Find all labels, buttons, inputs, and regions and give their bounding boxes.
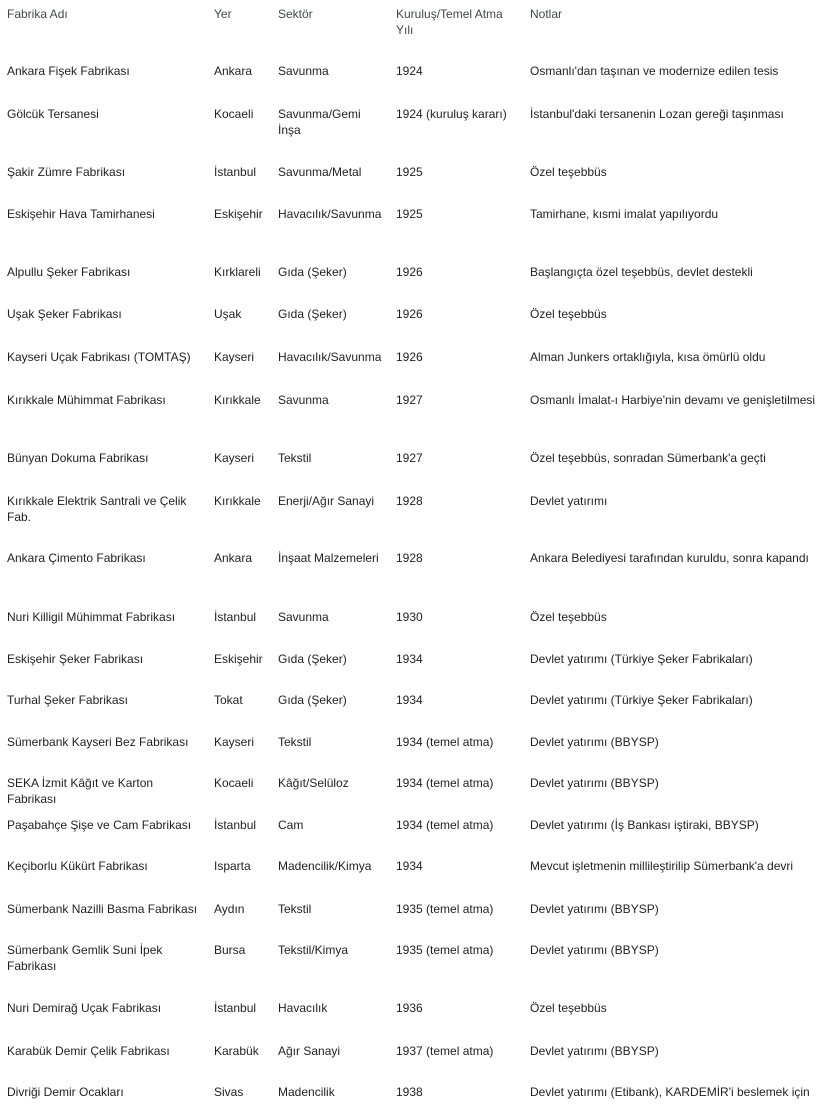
year-cell: 1930 [396, 610, 423, 624]
notes-cell: Başlangıçta özel teşebbüs, devlet destekli [530, 265, 753, 279]
year-cell: 1926 [396, 265, 423, 279]
notes-cell: Özel teşebbüs [530, 307, 607, 321]
sector-cell: Gıda (Şeker) [278, 265, 347, 279]
year-cell: 1924 (kuruluş kararı) [396, 107, 507, 121]
notes-cell: Devlet yatırımı (BBYSP) [530, 902, 659, 916]
location-cell: Eskişehir [214, 207, 263, 221]
year-cell: 1934 (temel atma) [396, 735, 494, 749]
notes-cell: Devlet yatırımı (Etibank), KARDEMİR'i beslemek için [530, 1085, 810, 1099]
notes-cell: Osmanlı'dan taşınan ve modernize edilen tesis [530, 64, 779, 78]
year-cell: 1937 (temel atma) [396, 1044, 494, 1058]
notes-cell: Osmanlı İmalat-ı Harbiye'nin devamı ve genişletilmesi [530, 393, 816, 407]
factory-name-cell: Bünyan Dokuma Fabrikası [7, 451, 149, 465]
factory-name-cell: Eskişehir Hava Tamirhanesi [7, 207, 155, 221]
year-cell: 1934 (temel atma) [396, 776, 494, 790]
notes-cell: İstanbul'daki tersanenin Lozan gereği taşınması [530, 107, 784, 121]
notes-cell: Devlet yatırımı (BBYSP) [530, 1044, 659, 1058]
location-cell: Tokat [214, 693, 243, 707]
sector-cell: Cam [278, 818, 304, 832]
sector-cell: Savunma/Metal [278, 165, 362, 179]
notes-cell: Mevcut işletmenin millileştirilip Sümerbank'a devri [530, 859, 794, 873]
notes-cell: Tamirhane, kısmi imalat yapılıyordu [530, 207, 719, 221]
location-cell: Karabük [214, 1044, 259, 1058]
factory-name-cell: Ankara Fişek Fabrikası [7, 64, 130, 78]
year-cell: 1927 [396, 451, 423, 465]
year-cell: 1938 [396, 1085, 423, 1099]
year-cell: 1934 [396, 652, 423, 666]
sector-cell: Madencilik/Kimya [278, 859, 372, 873]
factory-name-cell: Sümerbank Gemlik Suni İpek Fabrikası [7, 943, 163, 973]
location-cell: Kayseri [214, 451, 255, 465]
factory-name-cell: Paşabahçe Şişe ve Cam Fabrikası [7, 818, 192, 832]
year-cell: 1928 [396, 551, 423, 565]
sector-cell: Enerji/Ağır Sanayi [278, 494, 375, 508]
factory-name-cell: Karabük Demir Çelik Fabrikası [7, 1044, 170, 1058]
location-cell: Ankara [214, 64, 253, 78]
factory-name-cell: Eskişehir Şeker Fabrikası [7, 652, 144, 666]
factory-name-cell: Kırıkkale Elektrik Santrali ve Çelik Fab. [7, 494, 187, 524]
sector-cell: Gıda (Şeker) [278, 307, 347, 321]
factory-name-cell: Kayseri Uçak Fabrikası (TOMTAŞ) [7, 350, 191, 364]
sector-cell: Tekstil [278, 451, 312, 465]
year-cell: 1926 [396, 307, 423, 321]
factory-name-cell: Uşak Şeker Fabrikası [7, 307, 122, 321]
factory-name-cell: Gölcük Tersanesi [7, 107, 99, 121]
sector-cell: Havacılık/Savunma [278, 207, 382, 221]
notes-cell: Ankara Belediyesi tarafından kuruldu, sonra kapandı [530, 551, 809, 565]
year-cell: 1926 [396, 350, 423, 364]
location-cell: İstanbul [214, 165, 257, 179]
sector-cell: Kâğıt/Selüloz [278, 776, 349, 790]
sector-cell: Madencilik [278, 1085, 335, 1099]
sector-cell: Savunma [278, 610, 329, 624]
notes-cell: Özel teşebbüs, sonradan Sümerbank'a geçti [530, 451, 766, 465]
location-cell: Aydın [214, 902, 245, 916]
year-cell: 1924 [396, 64, 423, 78]
sector-cell: Savunma/Gemi İnşa [278, 107, 361, 137]
location-cell: Isparta [214, 859, 251, 873]
location-cell: Kocaeli [214, 107, 254, 121]
factory-name-cell: Keçiborlu Kükürt Fabrikası [7, 859, 148, 873]
sector-cell: Havacılık [278, 1001, 328, 1015]
notes-cell: Özel teşebbüs [530, 610, 607, 624]
factory-name-cell: Nuri Demirağ Uçak Fabrikası [7, 1001, 162, 1015]
location-cell: İstanbul [214, 1001, 257, 1015]
factory-name-cell: Sümerbank Kayseri Bez Fabrikası [7, 735, 189, 749]
sector-cell: İnşaat Malzemeleri [278, 551, 379, 565]
notes-cell: Özel teşebbüs [530, 165, 607, 179]
notes-cell: Devlet yatırımı [530, 494, 608, 508]
notes-cell: Devlet yatırımı (BBYSP) [530, 735, 659, 749]
factory-name-cell: Kırıkkale Mühimmat Fabrikası [7, 393, 166, 407]
location-cell: Kırıkkale [214, 494, 261, 508]
year-cell: 1925 [396, 165, 423, 179]
factory-name-cell: Ankara Çimento Fabrikası [7, 551, 146, 565]
header-factory-name: Fabrika Adı [7, 7, 68, 21]
year-cell: 1928 [396, 494, 423, 508]
sector-cell: Tekstil [278, 735, 312, 749]
notes-cell: Devlet yatırımı (BBYSP) [530, 943, 659, 957]
header-year: Kuruluş/Temel Atma Yılı [396, 7, 503, 37]
header-notes: Notlar [530, 7, 563, 21]
location-cell: Sivas [214, 1085, 244, 1099]
year-cell: 1935 (temel atma) [396, 943, 494, 957]
location-cell: Kocaeli [214, 776, 254, 790]
header-sector: Sektör [278, 7, 313, 21]
year-cell: 1925 [396, 207, 423, 221]
factory-name-cell: SEKA İzmit Kâğıt ve Karton Fabrikası [7, 776, 154, 806]
notes-cell: Özel teşebbüs [530, 1001, 607, 1015]
location-cell: İstanbul [214, 610, 257, 624]
sector-cell: Tekstil/Kimya [278, 943, 349, 957]
year-cell: 1934 (temel atma) [396, 818, 494, 832]
factory-name-cell: Alpullu Şeker Fabrikası [7, 265, 131, 279]
location-cell: Eskişehir [214, 652, 263, 666]
location-cell: Kayseri [214, 350, 255, 364]
header-location: Yer [214, 7, 232, 21]
year-cell: 1934 [396, 859, 423, 873]
sector-cell: Gıda (Şeker) [278, 652, 347, 666]
notes-cell: Devlet yatırımı (İş Bankası iştiraki, BBYSP) [530, 818, 759, 832]
sector-cell: Tekstil [278, 902, 312, 916]
location-cell: Bursa [214, 943, 246, 957]
location-cell: Kayseri [214, 735, 255, 749]
location-cell: Uşak [214, 307, 242, 321]
year-cell: 1935 (temel atma) [396, 902, 494, 916]
year-cell: 1934 [396, 693, 423, 707]
sector-cell: Havacılık/Savunma [278, 350, 382, 364]
factory-name-cell: Nuri Killigil Mühimmat Fabrikası [7, 610, 176, 624]
factory-name-cell: Divriği Demir Ocakları [7, 1085, 124, 1099]
notes-cell: Devlet yatırımı (Türkiye Şeker Fabrikaları) [530, 693, 753, 707]
location-cell: Kırıkkale [214, 393, 261, 407]
notes-cell: Alman Junkers ortaklığıyla, kısa ömürlü oldu [530, 350, 766, 364]
notes-cell: Devlet yatırımı (Türkiye Şeker Fabrikaları) [530, 652, 753, 666]
factory-name-cell: Turhal Şeker Fabrikası [7, 693, 128, 707]
factory-name-cell: Şakir Zümre Fabrikası [7, 165, 126, 179]
location-cell: İstanbul [214, 818, 257, 832]
sector-cell: Savunma [278, 64, 329, 78]
sector-cell: Gıda (Şeker) [278, 693, 347, 707]
factory-name-cell: Sümerbank Nazilli Basma Fabrikası [7, 902, 198, 916]
notes-cell: Devlet yatırımı (BBYSP) [530, 776, 659, 790]
sector-cell: Savunma [278, 393, 329, 407]
location-cell: Ankara [214, 551, 253, 565]
year-cell: 1936 [396, 1001, 423, 1015]
year-cell: 1927 [396, 393, 423, 407]
location-cell: Kırklareli [214, 265, 261, 279]
sector-cell: Ağır Sanayi [278, 1044, 341, 1058]
